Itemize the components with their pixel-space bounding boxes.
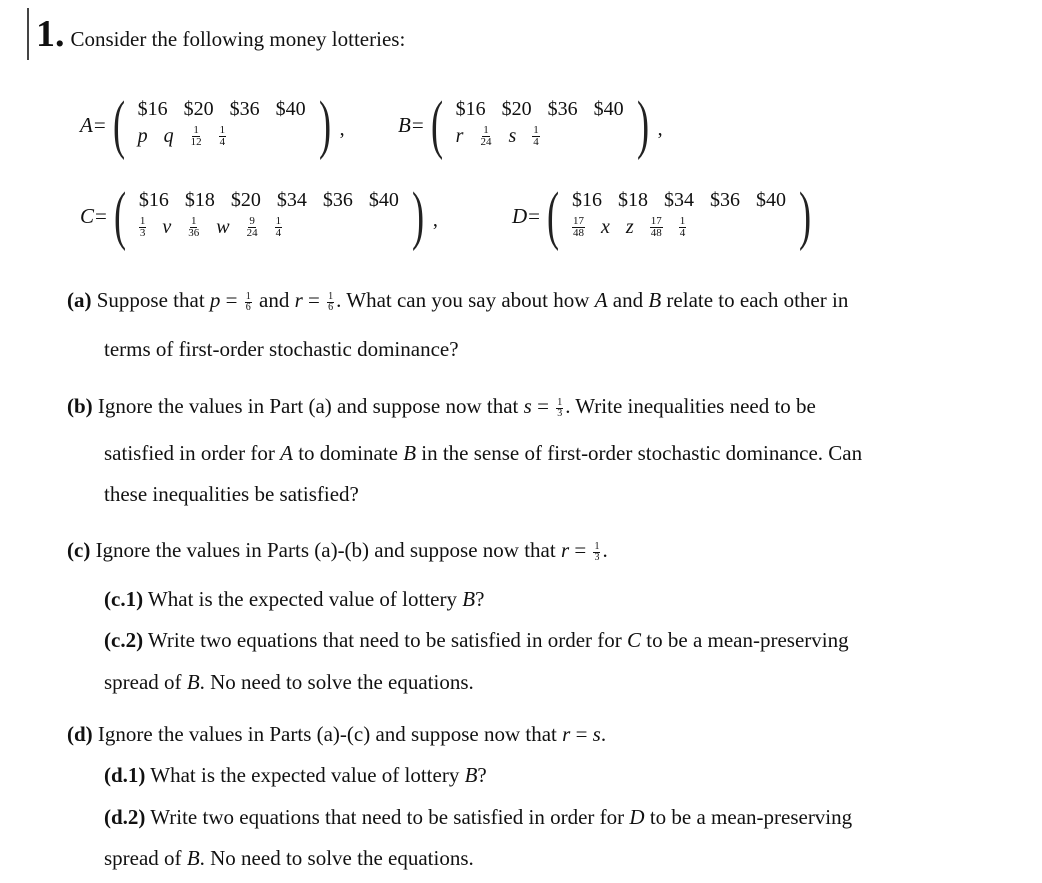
probability-fraction (139, 216, 147, 239)
lottery-b-matrix (448, 98, 632, 153)
frac-num: 1 (328, 290, 334, 302)
fraction-numerator: 9 (249, 215, 255, 227)
equals-sign: = (411, 112, 424, 137)
probability-fraction (246, 216, 259, 239)
fraction-denominator: 4 (275, 227, 282, 239)
equals: = (220, 288, 243, 312)
probability-row (130, 121, 314, 153)
var-s: s (523, 394, 532, 418)
left-paren: ( (430, 88, 443, 161)
part-a-label: (a) (67, 288, 92, 312)
fraction-denominator: 48 (573, 227, 584, 239)
part-d1 (104, 763, 487, 788)
var-b: B (462, 587, 476, 611)
probability-variable: p (137, 125, 148, 147)
probability-cell (593, 212, 618, 244)
part-c1 (104, 587, 484, 612)
lottery-b (398, 88, 663, 161)
probability-cell (131, 212, 155, 244)
question-intro: Consider the following money lotteries: (70, 27, 406, 51)
var-s: s (592, 722, 601, 746)
punctuation: , (657, 117, 663, 140)
probability-cell (524, 121, 548, 153)
part-a-text: . What can you say about how (336, 288, 595, 312)
equals: = (302, 288, 326, 312)
fraction-denominator: 4 (533, 136, 539, 148)
equals: = (570, 722, 593, 746)
left-paren: ( (546, 179, 560, 252)
var-b: B (464, 763, 478, 787)
margin-bar (27, 8, 29, 60)
outcome-cell: $16 (138, 188, 169, 211)
punctuation: , (339, 117, 345, 140)
part-c1-text: ? (475, 587, 485, 611)
punctuation: , (432, 208, 438, 231)
probability-fraction (479, 125, 492, 148)
part-a-text: relate to each other in (661, 288, 849, 312)
outcome-cell: $16 (572, 188, 602, 211)
probability-fraction (275, 216, 283, 239)
var-r: r (294, 288, 303, 312)
probability-variable: r (455, 125, 464, 147)
outcome-cell: $36 (710, 188, 740, 211)
part-c2-line-2 (104, 670, 474, 695)
part-c-text: Ignore the values in Parts (a)-(b) and suppose now that (90, 538, 561, 562)
outcome-cell: $36 (229, 97, 260, 120)
probability-variable: q (163, 125, 174, 147)
part-d-text: . (600, 722, 607, 746)
probability-variable: v (162, 216, 172, 238)
probability-cell (182, 121, 211, 153)
probability-cell (642, 212, 671, 244)
right-paren: ) (318, 88, 331, 161)
equals: = (531, 394, 555, 418)
part-a-text: and (253, 288, 295, 312)
fraction-denominator: 12 (190, 136, 202, 148)
probability-cell (179, 212, 208, 244)
probability-fraction (572, 216, 585, 239)
part-c-line-1 (67, 538, 608, 563)
fraction-denominator: 4 (219, 136, 226, 148)
outcome-cell: $16 (137, 97, 168, 120)
var-b: B (403, 441, 417, 465)
outcome-cell: $36 (322, 188, 353, 211)
frac-1-6 (245, 292, 252, 313)
fraction-numerator: 1 (483, 124, 489, 136)
lottery-name: B (398, 112, 411, 137)
part-d-label: (d) (67, 722, 93, 746)
var-a: A (594, 288, 608, 312)
fraction-numerator: 1 (190, 215, 197, 227)
part-d2-line-1 (104, 805, 852, 830)
part-a-line-1 (67, 288, 848, 313)
fraction-numerator: 1 (533, 124, 539, 136)
probability-cell (211, 121, 235, 153)
frac-den: 3 (594, 551, 600, 563)
fraction-denominator: 24 (246, 227, 258, 239)
outcome-cell: $40 (756, 188, 786, 211)
probability-variable: s (508, 125, 517, 147)
part-b-text: in the sense of first-order stochastic dominance. Can (416, 441, 863, 465)
fraction-denominator: 48 (650, 227, 662, 239)
probability-fraction (190, 125, 203, 148)
question-number: 1. (36, 13, 65, 55)
probability-fraction (187, 216, 200, 239)
var-r: r (560, 538, 570, 562)
probability-cell (618, 212, 642, 244)
part-b-text: satisfied in order for (104, 441, 281, 465)
part-d1-label: (d.1) (104, 763, 146, 787)
var-c: C (627, 628, 642, 652)
var-b: B (648, 288, 662, 312)
probability-row (131, 212, 407, 244)
part-a-text: Suppose that (91, 288, 210, 312)
lottery-name: D (512, 203, 528, 228)
probability-fraction (532, 125, 540, 148)
outcome-cell: $40 (368, 188, 399, 211)
fraction-denominator: 36 (188, 227, 200, 239)
part-b-line-2 (104, 441, 862, 466)
fraction-numerator: 1 (139, 215, 146, 227)
outcome-cell: $18 (184, 188, 215, 211)
var-b: B (186, 846, 200, 870)
fraction-numerator: 1 (219, 124, 226, 136)
frac-1-3 (593, 542, 600, 563)
frac-1-6 (327, 292, 334, 313)
equals-sign: = (95, 203, 107, 228)
part-c2-text: to be a mean-preserving (641, 628, 849, 652)
probability-cell (471, 121, 500, 153)
probability-cell (156, 121, 182, 153)
probability-fraction (650, 216, 663, 239)
part-d2-line-2 (104, 846, 474, 871)
part-b-line-1 (67, 394, 816, 419)
fraction-numerator: 1 (193, 124, 199, 136)
equals-sign: = (528, 203, 541, 228)
probability-cell (671, 212, 695, 244)
equals: = (569, 538, 592, 562)
frac-num: 1 (557, 396, 563, 408)
var-p: p (209, 288, 221, 312)
part-c1-label: (c.1) (104, 587, 144, 611)
outcome-cell: $20 (230, 188, 261, 211)
outcome-cell: $20 (501, 97, 532, 120)
probability-cell (154, 212, 179, 244)
probability-variable: x (601, 216, 610, 238)
fraction-denominator: 24 (480, 136, 492, 148)
right-paren: ) (636, 88, 649, 161)
var-a: A (280, 441, 293, 465)
lottery-d-matrix (564, 189, 794, 244)
part-d1-text: What is the expected value of lottery (145, 763, 465, 787)
lottery-name: C (80, 203, 95, 228)
fraction-numerator: 1 (275, 215, 282, 227)
fraction-numerator: 17 (650, 215, 662, 227)
probability-cell (500, 121, 524, 153)
right-paren: ) (411, 179, 424, 252)
probability-cell (238, 212, 267, 244)
probability-cell (448, 121, 472, 153)
part-c2-label: (c.2) (104, 628, 144, 652)
left-paren: ( (112, 88, 125, 161)
part-c-text: . (602, 538, 608, 562)
lottery-name: A (80, 112, 93, 137)
probability-cell (208, 212, 237, 244)
probability-variable: w (216, 216, 230, 238)
lottery-c (80, 179, 438, 252)
part-c1-text: What is the expected value of lottery (143, 587, 463, 611)
probability-cell (130, 121, 156, 153)
part-d2-text: to be a mean-preserving (644, 805, 853, 829)
part-c2-line-1 (104, 628, 849, 653)
probability-cell (267, 212, 291, 244)
part-d2-text: spread of (104, 846, 187, 870)
lottery-a-matrix (130, 98, 314, 153)
var-b: B (186, 670, 200, 694)
probability-cell (564, 212, 593, 244)
outcome-cell: $34 (276, 188, 307, 211)
left-paren: ( (113, 179, 126, 252)
fraction-numerator: 1 (679, 215, 686, 227)
part-b-label: (b) (67, 394, 93, 418)
part-c2-text: spread of (104, 670, 187, 694)
part-a-text: and (607, 288, 649, 312)
outcome-row (131, 189, 407, 212)
part-d1-text: ? (477, 763, 487, 787)
outcome-cell: $18 (618, 188, 648, 211)
outcome-row (130, 98, 314, 121)
outcome-row (564, 189, 794, 212)
part-a-line-2: terms of first-order stochastic dominance? (104, 337, 459, 361)
part-b-text: Ignore the values in Part (a) and suppose now that (92, 394, 524, 418)
lottery-a (80, 88, 345, 161)
lottery-c-matrix (131, 189, 407, 244)
question-header (36, 12, 405, 56)
fraction-denominator: 3 (139, 227, 146, 239)
var-d: D (629, 805, 645, 829)
equals-sign: = (93, 112, 106, 137)
var-r: r (562, 722, 571, 746)
part-d2-text: . No need to solve the equations. (199, 846, 474, 870)
part-c2-text: Write two equations that need to be satisfied in order for (143, 628, 628, 652)
lottery-d (512, 179, 820, 252)
probability-row (448, 121, 632, 153)
frac-den: 3 (557, 407, 563, 419)
probability-row (564, 212, 794, 244)
frac-1-3 (556, 398, 563, 419)
probability-variable: z (625, 216, 634, 238)
probability-fraction (219, 125, 227, 148)
outcome-row (448, 98, 632, 121)
outcome-cell: $40 (593, 97, 624, 120)
frac-den: 6 (245, 301, 251, 313)
part-d2-label: (d.2) (104, 805, 146, 829)
outcome-cell: $34 (664, 188, 694, 211)
part-d-text: Ignore the values in Parts (a)-(c) and suppose now that (92, 722, 563, 746)
part-b-text: . Write inequalities need to be (565, 394, 816, 418)
part-b-text: to dominate (292, 441, 404, 465)
part-c-label: (c) (67, 538, 91, 562)
part-c2-text: . No need to solve the equations. (199, 670, 474, 694)
right-paren: ) (798, 179, 812, 252)
part-b-line-3: these inequalities be satisfied? (104, 482, 359, 506)
outcome-cell: $20 (183, 97, 214, 120)
outcome-cell: $40 (275, 97, 306, 120)
frac-num: 1 (594, 540, 600, 552)
frac-num: 1 (245, 290, 251, 302)
probability-fraction (679, 216, 687, 239)
frac-den: 6 (328, 301, 334, 313)
outcome-cell: $16 (455, 97, 486, 120)
fraction-denominator: 4 (679, 227, 686, 239)
part-d-line-1 (67, 722, 606, 747)
part-d2-text: Write two equations that need to be satisfied in order for (145, 805, 630, 829)
fraction-numerator: 17 (573, 215, 584, 227)
outcome-cell: $36 (547, 97, 578, 120)
